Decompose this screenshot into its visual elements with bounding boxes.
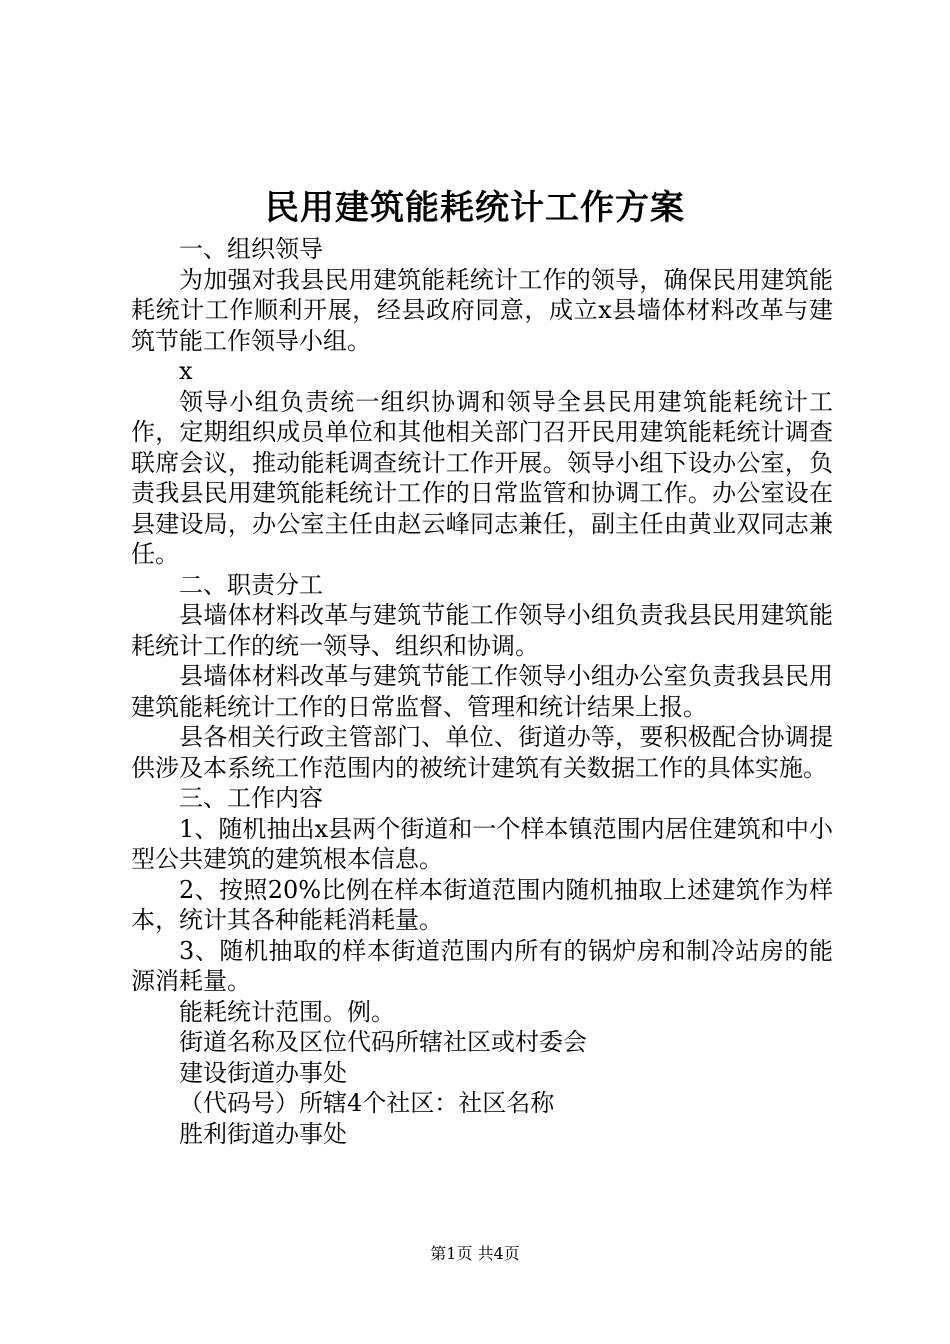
page-footer: 第1页 共4页 xyxy=(430,1244,520,1263)
list-item: 1、随机抽出x县两个街道和一个样本镇范围内居住建筑和中小型公共建筑的建筑根本信息。 xyxy=(131,814,833,873)
list-item: 3、随机抽取的样本街道范围内所有的锅炉房和制冷站房的能源消耗量。 xyxy=(131,936,833,995)
paragraph: 胜利街道办事处 xyxy=(179,1119,347,1148)
paragraph: 县墙体材料改革与建筑节能工作领导小组负责我县民用建筑能耗统计工作的统一领导、组织和协调。 xyxy=(131,601,833,660)
paragraph: 县各相关行政主管部门、单位、街道办等，要积极配合协调提供涉及本系统工作范围内的被统计建筑有关数据工作的具体实施。 xyxy=(131,723,833,782)
list-item: 2、按照20%比例在样本街道范围内随机抽取上述建筑作为样本，统计其各种能耗消耗量。 xyxy=(131,875,833,934)
paragraph: 建设街道办事处 xyxy=(179,1058,347,1087)
document-body xyxy=(131,234,833,1149)
document-title: 民用建筑能耗统计工作方案 xyxy=(265,188,685,228)
section-heading: 一、组织领导 xyxy=(179,235,323,263)
paragraph: 街道名称及区位代码所辖社区或村委会 xyxy=(179,1028,587,1056)
paragraph: 为加强对我县民用建筑能耗统计工作的领导，确保民用建筑能耗统计工作顺利开展，经县政府同意，成立x县墙体材料改革与建筑节能工作领导小组。 xyxy=(131,265,833,355)
section-heading: 三、工作内容 xyxy=(179,784,323,812)
paragraph: （代码号）所辖4个社区：社区名称 xyxy=(179,1089,555,1117)
paragraph: 能耗统计范围。例。 xyxy=(179,997,395,1026)
paragraph: 县墙体材料改革与建筑节能工作领导小组办公室负责我县民用建筑能耗统计工作的日常监督、管理和统计结果上报。 xyxy=(131,662,833,721)
paragraph: x xyxy=(179,357,193,385)
section-heading: 二、职责分工 xyxy=(179,570,323,599)
paragraph: 领导小组负责统一组织协调和领导全县民用建筑能耗统计工作，定期组织成员单位和其他相关部门召开民用建筑能耗统计调查联席会议，推动能耗调查统计工作开展。领导小组下设办公室，负责我县民用建筑能耗统计工作的日常监管和协调工作。办公室设在县建设局，办公室主任由赵云峰同志兼任，副主任由黄业双同志兼任。 xyxy=(131,387,833,568)
